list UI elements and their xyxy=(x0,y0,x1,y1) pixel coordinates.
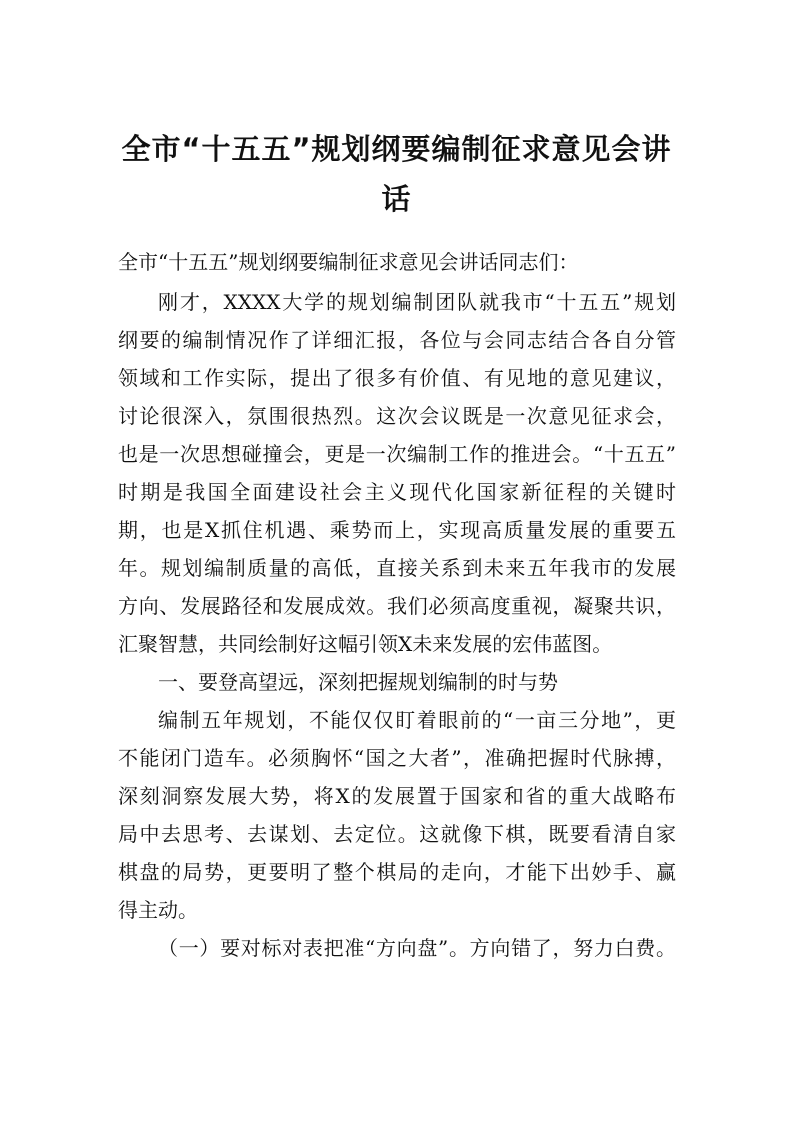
paragraph-line: 汇聚智慧，共同绘制好这幅引领X未来发展的宏伟蓝图。 xyxy=(118,632,613,656)
paragraph-line: 年。规划编制质量的高低，直接关系到未来五年我市的发展 xyxy=(118,556,676,580)
paragraph-line: 局中去思考、去谋划、去定位。这就像下棋，既要看清自家 xyxy=(118,822,676,846)
paragraph-line: 领域和工作实际，提出了很多有价值、有见地的意见建议， xyxy=(118,366,676,390)
title-line-1: 全市“十五五”规划纲要编制征求意见会讲 xyxy=(121,132,672,166)
paragraph-line: 刚才，XXXX大学的规划编制团队就我市“十五五”规划 xyxy=(158,290,676,314)
paragraph-line: 时期是我国全面建设社会主义现代化国家新征程的关键时 xyxy=(118,480,676,504)
paragraph-line: 深刻洞察发展大势，将X的发展置于国家和省的重大战略布 xyxy=(118,784,676,808)
paragraph-line: 纲要的编制情况作了详细汇报，各位与会同志结合各自分管 xyxy=(118,328,676,352)
paragraph-line: 也是一次思想碰撞会，更是一次编制工作的推进会。“十五五” xyxy=(118,442,676,466)
paragraph-line: 棋盘的局势，更要明了整个棋局的走向，才能下出妙手、赢 xyxy=(118,860,676,884)
paragraph-line: 方向、发展路径和发展成效。我们必须高度重视，凝聚共识， xyxy=(118,594,676,618)
paragraph-line: 不能闭门造车。必须胸怀“国之大者”，准确把握时代脉搏， xyxy=(118,746,676,770)
paragraph-line: 编制五年规划，不能仅仅盯着眼前的“一亩三分地”，更 xyxy=(158,708,676,732)
paragraph-line: 得主动。 xyxy=(118,898,198,922)
paragraph-line: 期，也是X抓住机遇、乘势而上，实现高质量发展的重要五 xyxy=(118,518,676,542)
paragraph-line: （一）要对标对表把准“方向盘”。方向错了，努力白费。 xyxy=(158,936,676,960)
greeting-line: 全市“十五五”规划纲要编制征求意见会讲话同志们： xyxy=(118,250,579,274)
paragraph-line: 讨论很深入，氛围很热烈。这次会议既是一次意见征求会， xyxy=(118,404,676,428)
section-heading: 一、要登高望远，深刻把握规划编制的时与势 xyxy=(158,670,558,694)
title-line-2: 话 xyxy=(381,182,412,216)
document-title xyxy=(110,124,683,224)
